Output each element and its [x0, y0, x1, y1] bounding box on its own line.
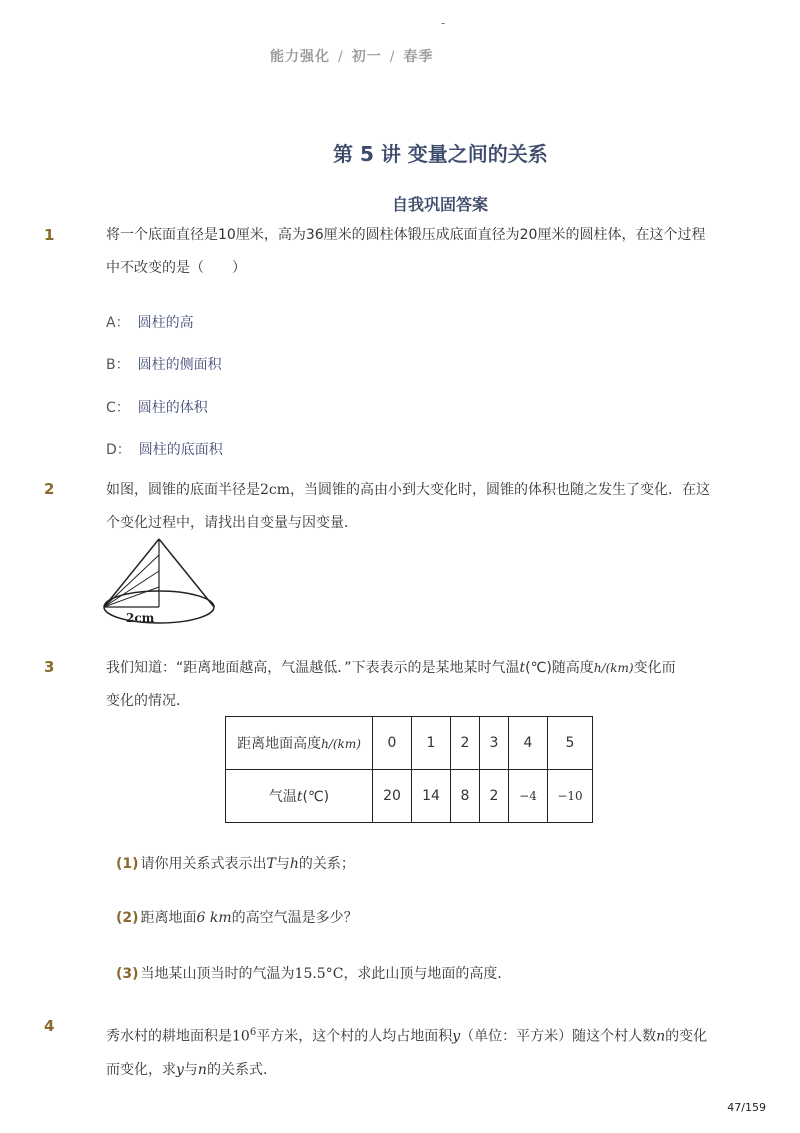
- cone-radius-label: 2cm: [126, 611, 155, 625]
- variable-h: h/(km): [593, 661, 634, 675]
- section-subtitle: 自我巩固答案: [392, 195, 489, 214]
- variable-t: t: [296, 789, 303, 805]
- table-cell: 2: [451, 717, 480, 770]
- question-2-line-2: 个变化过程中，请找出自变量与因变量．: [106, 515, 358, 531]
- text-run: 当地某山顶当时的气温为: [140, 966, 295, 982]
- table-cell: 1: [412, 717, 451, 770]
- table-cell: 14: [412, 770, 451, 823]
- sub-question-2: [116, 907, 358, 927]
- option-text: 圆柱的体积: [137, 400, 208, 416]
- text-run: 距离地面: [140, 910, 197, 926]
- text-run: ，当圆锥的高由小到大变化时，圆锥的体积也随之发生了变化．在这: [290, 482, 711, 498]
- question-1-text: [106, 219, 726, 285]
- variable-h: h: [289, 856, 299, 872]
- table-cell: 5: [548, 717, 593, 770]
- text-run: 的关系；: [298, 856, 355, 872]
- math-value: 10: [232, 1028, 250, 1045]
- breadcrumb-item: 初一: [351, 49, 382, 65]
- question-3-text: [106, 652, 726, 718]
- option-letter: A：: [106, 315, 130, 331]
- text-run: ，求此山顶与地面的高度．: [343, 966, 512, 982]
- table-row: [226, 770, 593, 823]
- question-1-line-2: 中不改变的是（ ）: [106, 260, 246, 276]
- table-cell: 4: [509, 717, 548, 770]
- table-cell: 0: [373, 717, 412, 770]
- sub-question-number: (1): [116, 856, 139, 872]
- text-run: 的高空气温是多少？: [231, 910, 358, 926]
- cone-right-edge: [159, 539, 214, 607]
- top-mark: -: [441, 16, 446, 30]
- cone-figure: [100, 535, 226, 631]
- text-run: 如图，圆锥的底面半径是: [106, 482, 260, 498]
- text-run: 平方米，这个村的人均占地面积: [256, 1028, 453, 1045]
- question-4-text: [106, 1016, 746, 1087]
- text-run: (℃): [302, 789, 330, 805]
- table-cell: 8: [451, 770, 480, 823]
- text-run: 与: [275, 856, 290, 872]
- question-2-text: [106, 474, 726, 540]
- option-b[interactable]: [106, 354, 222, 374]
- text-run: 与: [183, 1061, 198, 1078]
- text-run: 我们知道：“距离地面越高，气温越低．”下表表示的是某地某时气温: [106, 660, 520, 676]
- question-number-2: 2: [44, 480, 55, 498]
- math-value: 6 km: [196, 910, 232, 926]
- breadcrumb-separator: /: [389, 49, 396, 65]
- text-run: 请你用关系式表示出: [140, 856, 267, 872]
- breadcrumb-separator: /: [338, 49, 344, 65]
- question-number-4: 4: [44, 1017, 55, 1035]
- option-text: 圆柱的底面积: [138, 442, 223, 458]
- question-2-line-1: [106, 474, 726, 507]
- option-letter: B：: [106, 357, 130, 373]
- cone-inner-line: [104, 555, 159, 607]
- option-text: 圆柱的高: [137, 315, 194, 331]
- sub-question-number: (3): [116, 966, 139, 982]
- text-run: 气温: [268, 789, 297, 805]
- table-cell: −10: [548, 770, 593, 823]
- breadcrumb: [270, 46, 433, 66]
- sub-question-1: [116, 853, 355, 873]
- option-letter: C：: [106, 400, 130, 416]
- table-cell: 2: [480, 770, 509, 823]
- question-3-line-2: 变化的情况．: [106, 693, 190, 709]
- option-text: 圆柱的侧面积: [137, 357, 222, 373]
- table-row-header: [226, 717, 373, 770]
- cone-inner-line: [104, 571, 159, 607]
- math-exponent: 6: [249, 1027, 257, 1038]
- text-run: 距离地面高度: [237, 736, 322, 752]
- breadcrumb-item: 春季: [403, 49, 434, 65]
- option-letter: D：: [106, 442, 131, 458]
- variable-n: n: [656, 1028, 666, 1045]
- variable-n: n: [197, 1061, 207, 1078]
- question-number-1: 1: [44, 226, 55, 244]
- text-run: 而变化，求: [106, 1061, 176, 1078]
- text-run: 的变化: [665, 1028, 708, 1045]
- breadcrumb-item: 能力强化: [270, 49, 330, 65]
- question-number-3: 3: [44, 658, 55, 676]
- math-value: 15.5°C: [294, 966, 344, 982]
- variable-y: y: [452, 1028, 461, 1045]
- variable-t: t: [519, 660, 526, 676]
- variable-h: h/(km): [321, 737, 361, 751]
- table-cell: 3: [480, 717, 509, 770]
- table-cell: −4: [509, 770, 548, 823]
- data-table: [225, 716, 593, 823]
- text-run: (℃)随高度: [525, 660, 594, 676]
- table-row-header: [226, 770, 373, 823]
- table-cell: 20: [373, 770, 412, 823]
- question-3-line-1: [106, 652, 726, 685]
- option-a[interactable]: [106, 312, 194, 332]
- question-4-line-1: [106, 1016, 746, 1054]
- text-run: 的关系式．: [206, 1061, 277, 1078]
- option-c[interactable]: [106, 397, 208, 417]
- question-4-line-2: [106, 1054, 746, 1087]
- page-number: 47/159: [727, 1101, 766, 1114]
- page-title: 第 5 讲 变量之间的关系: [333, 142, 548, 166]
- text-run: 秀水村的耕地面积是: [106, 1028, 232, 1045]
- table-row: [226, 717, 593, 770]
- sub-question-number: (2): [116, 910, 139, 926]
- question-1-line-1: 将一个底面直径是10厘米，高为36厘米的圆柱体锻压成底面直径为20厘米的圆柱体，在这个过程: [106, 227, 706, 243]
- variable-y: y: [176, 1061, 184, 1078]
- text-run: （单位：平方米）随这个村人数: [460, 1028, 657, 1045]
- math-value: 2cm: [260, 482, 291, 498]
- option-d[interactable]: [106, 439, 223, 459]
- variable-T: T: [266, 856, 276, 872]
- sub-question-3: [116, 963, 511, 983]
- text-run: 变化而: [633, 660, 676, 676]
